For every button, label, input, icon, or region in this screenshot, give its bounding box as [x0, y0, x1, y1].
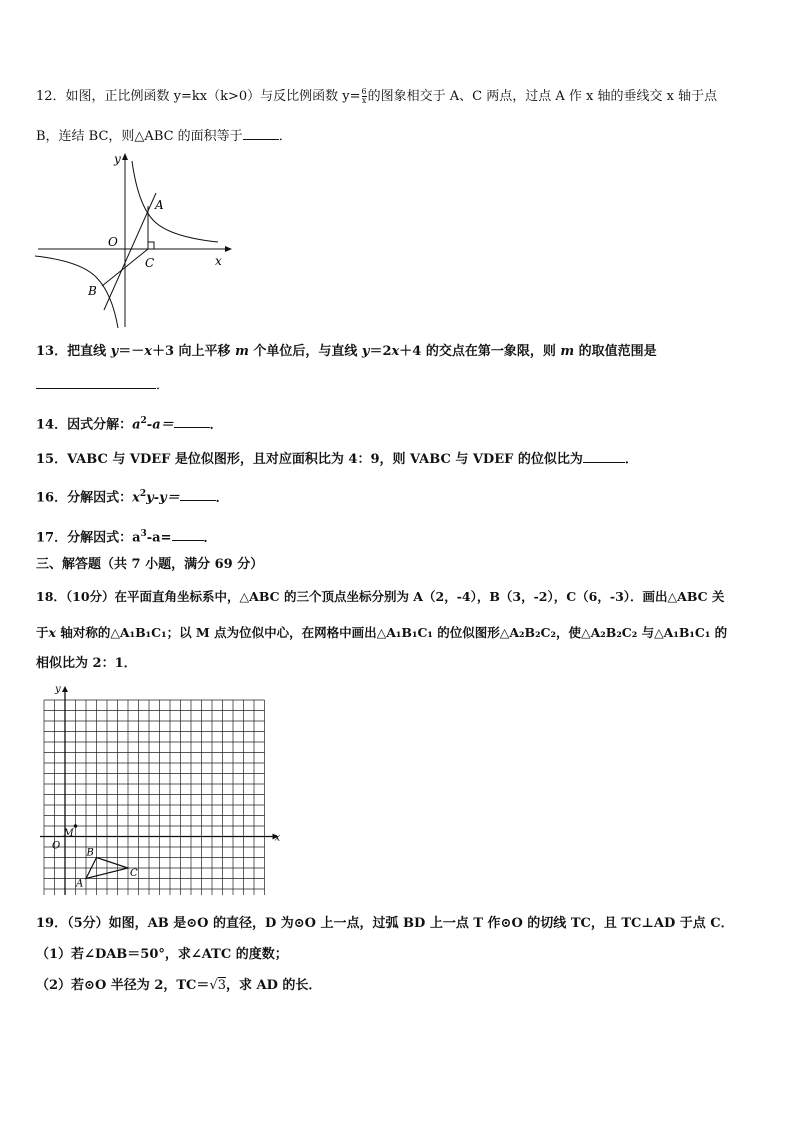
q12-label-o: O — [108, 235, 118, 249]
q13-line1: 13．把直线 y＝－x＋3 向上平移 m 个单位后，与直线 y＝2x＋4 的交点在第一象限，则 m 的取值范围是 — [36, 344, 657, 359]
q15-line: 15．VABC 与 VDEF 是位似图形，且对应面积比为 4：9，则 VABC 与 VDEF 的位似比为 ． — [36, 448, 638, 469]
q16-line: 16．分解因式：$x^2y-y=$ ． — [36, 485, 229, 507]
label-a: A — [76, 878, 84, 890]
q12-label-x: x — [215, 254, 222, 268]
label-b: B — [86, 847, 94, 859]
label-origin: O — [52, 840, 61, 852]
q12-text-b: 的图象相交于 A、C 两点，过点 A 作 x 轴的垂线交 x 轴于点 — [367, 89, 718, 104]
q12-label-b: B — [88, 284, 97, 298]
q12-text-a: 如图，正比例函数 y=kx（k>0）与反比例函数 y= — [65, 89, 361, 104]
q18-line2: 于x 轴对称的△A₁B₁C₁；以 M 点为位似中心，在网格中画出△A₁B₁C₁ 的位似图形△A₂B₂C₂，使△A₂B₂C₂ 与△A₁B₁C₁ 的 — [36, 625, 728, 640]
y-axis-arrow — [62, 686, 68, 692]
label-x: x — [274, 832, 280, 844]
q12-fraction: $\frac{6}{x}$ — [361, 87, 367, 105]
answer-blank[interactable] — [180, 486, 216, 501]
label-c: C — [130, 868, 138, 879]
section-heading: 三、解答题（共 7 小题，满分 69 分） — [36, 557, 264, 572]
answer-blank[interactable] — [174, 413, 210, 428]
q17-line: 17．分解因式：$a^3-a=$ ． — [36, 525, 217, 547]
coordinate-grid — [44, 700, 265, 895]
q19-line1: 19．（5分）如图，AB 是⊙O 的直径，D 为⊙O 上一点，过弧 BD 上一点 T 作⊙O 的切线 TC，且 TC⊥AD 于点 C． — [36, 916, 734, 931]
q12-label-c: C — [145, 256, 155, 270]
q14-line: 14．因式分解：$a^2-a=$ ． — [36, 412, 223, 434]
answer-blank[interactable] — [583, 448, 625, 463]
q12-figure — [30, 145, 240, 335]
q13-line2: ． — [36, 374, 169, 395]
sqrt-symbol: √3 — [209, 978, 226, 993]
q12-label-a: A — [155, 198, 164, 212]
label-m: M — [63, 828, 74, 839]
q18-line3: 相似比为 2：1． — [36, 656, 137, 671]
q18-grid-figure — [30, 680, 280, 895]
label-y: y — [55, 684, 61, 695]
q19-part2: （2）若⊙O 半径为 2，TC＝√3，求 AD 的长． — [36, 978, 322, 993]
q19-part1: （1）若∠DAB＝50°，求∠ATC 的度数； — [36, 947, 288, 962]
answer-blank[interactable] — [172, 526, 204, 541]
point-m — [74, 824, 78, 828]
answer-blank[interactable] — [243, 125, 279, 140]
answer-blank[interactable] — [36, 374, 156, 389]
q18-line1: 18．（10分）在平面直角坐标系中，△ABC 的三个顶点坐标分别为 A（2，-4），B（3，-2），C（6，-3）．画出△ABC 关 — [36, 589, 725, 604]
q12-line1: 12．如图，正比例函数 y=kx（k>0）与反比例函数 y= $\frac{6}{x}$ 的图象相交于 A、C 两点，过点 A 作 x 轴的垂线交 x 轴于点 — [36, 87, 718, 105]
q12-label-y: y — [114, 152, 121, 166]
q12-line2: B，连结 BC，则△ABC 的面积等于 ． — [36, 125, 292, 146]
